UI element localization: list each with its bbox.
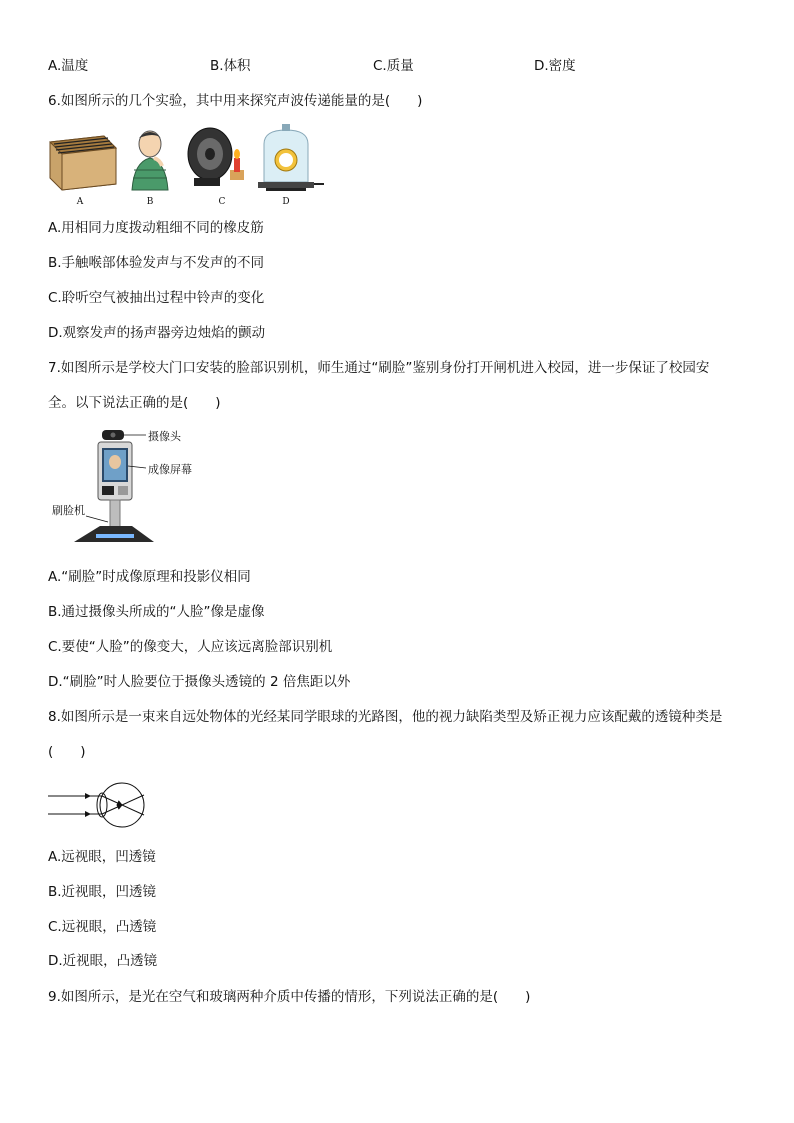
q9-stem: 9.如图所示，是光在空气和玻璃两种介质中传播的情形，下列说法正确的是( )	[48, 989, 531, 1005]
q8-stem-line-2: ( )	[48, 744, 86, 760]
q6-option-a: A.用相同力度拨动粗细不同的橡皮筋	[48, 220, 264, 236]
q8-option-b: B.近视眼，凹透镜	[48, 884, 157, 900]
q6-fig-label-b: B	[146, 197, 154, 207]
q7-option-c: C.要使“人脸”的像变大，人应该远离脸部识别机	[48, 639, 333, 655]
q6-option-c: C.聆听空气被抽出过程中铃声的变化	[48, 290, 265, 306]
q8-option-c: C.远视眼，凸透镜	[48, 919, 157, 935]
q7-stem-line-1: 7.如图所示是学校大门口安装的脸部识别机，师生通过“刷脸”鉴别身份打开闸机进入校园，进一步保证了校园安	[48, 360, 710, 376]
q6-stem: 6.如图所示的几个实验，其中用来探究声波传递能量的是( )	[48, 93, 423, 109]
q7-stem-line-2: 全。以下说法正确的是( )	[48, 395, 221, 411]
eye-light-path-figure	[48, 783, 144, 827]
q7-option-a: A.“刷脸”时成像原理和投影仪相同	[48, 569, 251, 585]
screen-label: 成像屏幕	[148, 463, 192, 476]
q6-fig-label-c: C	[218, 197, 226, 207]
face-recognition-machine-image	[74, 430, 154, 542]
q5-option-d: D.密度	[534, 58, 576, 74]
boy-touching-throat-image	[132, 131, 168, 190]
camera-label: 摄像头	[148, 430, 181, 443]
q6-option-b: B.手触喉部体验发声与不发声的不同	[48, 255, 265, 271]
bell-jar-clock-image	[258, 124, 324, 191]
q6-fig-label-d: D	[282, 197, 290, 207]
q5-option-b: B.体积	[210, 58, 251, 74]
q8-eye-diagram	[46, 780, 150, 830]
q7-option-b: B.通过摄像头所成的“人脸”像是虚像	[48, 604, 265, 620]
speaker-candle-image	[188, 128, 244, 186]
q8-stem-line-1: 8.如图所示是一束来自远处物体的光经某同学眼球的光路图，他的视力缺陷类型及矫正视力应该配戴的透镜种类是	[48, 709, 723, 725]
q7-option-d: D.“刷脸”时人脸要位于摄像头透镜的 2 倍焦距以外	[48, 674, 351, 690]
q6-figure	[44, 122, 324, 208]
q5-option-a: A.温度	[48, 58, 89, 74]
machine-label: 刷脸机	[52, 504, 85, 517]
q8-option-a: A.远视眼，凹透镜	[48, 849, 156, 865]
rubber-band-box-image	[50, 136, 116, 190]
q7-figure	[50, 426, 210, 550]
q8-option-d: D.近视眼，凸透镜	[48, 953, 158, 969]
q6-option-d: D.观察发声的扬声器旁边烛焰的颤动	[48, 325, 266, 341]
q5-option-c: C.质量	[373, 58, 414, 74]
q6-fig-label-a: A	[76, 197, 84, 207]
